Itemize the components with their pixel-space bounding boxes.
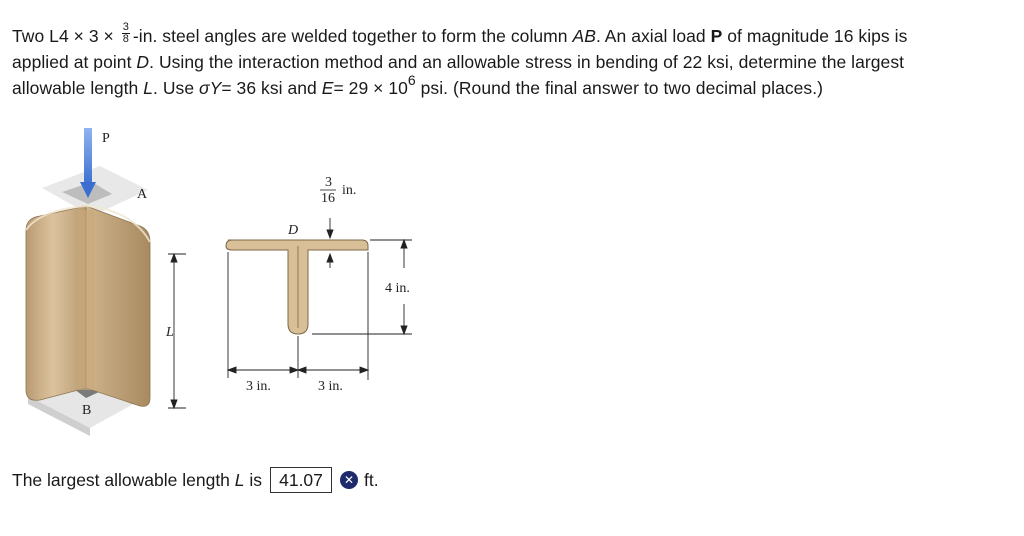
yield-stress-symbol: σY: [199, 78, 222, 98]
text-segment: . Use: [153, 78, 200, 98]
x-circle-icon: ✕: [340, 471, 358, 489]
text-segment: allowable length: [12, 78, 144, 98]
length-symbol: L: [143, 78, 154, 98]
height-dim-label: 4 in.: [385, 281, 410, 296]
modulus-symbol: E: [321, 78, 334, 98]
problem-line-3: [12, 72, 1012, 101]
text-segment: = 36 ksi and: [221, 78, 322, 98]
fraction-denominator: 8: [122, 32, 129, 45]
answer-is: is: [244, 469, 263, 490]
load-symbol: P: [710, 26, 723, 46]
text-segment: = 29 × 10: [333, 78, 408, 98]
left-width-label: 3 in.: [246, 379, 271, 394]
problem-line-1: [12, 20, 1012, 49]
text-segment: -in. steel angles are welded together to form the column: [132, 26, 573, 46]
text-segment: . Using the interaction method and an allowable stress in bending of 22 ksi, determine the largest: [149, 52, 905, 72]
label-a: A: [137, 187, 148, 202]
text-segment: Two L4 × 3 ×: [12, 26, 119, 46]
problem-line-2: [12, 49, 1012, 75]
cross-section: [226, 240, 368, 334]
column-figure: [0, 118, 460, 438]
thickness-num: 3: [325, 175, 332, 190]
right-width-label: 3 in.: [318, 379, 343, 394]
problem-statement: [12, 20, 1012, 101]
fraction-numerator: 3: [122, 20, 129, 33]
column-name: AB: [572, 26, 596, 46]
text-segment: of magnitude 16 kips is: [722, 26, 908, 46]
right-flange: [86, 206, 150, 406]
text-segment: . An axial load: [595, 26, 711, 46]
text-segment: psi. (Round the final answer to two decimal places.): [415, 78, 824, 98]
exponent: 6: [407, 72, 416, 89]
answer-row: [12, 466, 379, 494]
label-b: B: [82, 403, 92, 418]
point-name: D: [136, 52, 150, 72]
answer-input[interactable]: 41.07: [270, 467, 332, 493]
label-d: D: [288, 223, 299, 238]
thickness-den: 16: [321, 191, 335, 206]
label-p: P: [102, 131, 110, 146]
answer-prefix: The largest allowable length: [12, 469, 235, 490]
answer-unit: ft.: [364, 469, 379, 490]
top-plate: [42, 166, 148, 216]
answer-variable: L: [234, 469, 245, 490]
column-diagram: [0, 118, 460, 438]
text-segment: applied at point: [12, 52, 137, 72]
left-flange: [26, 206, 86, 400]
label-l: L: [166, 325, 174, 340]
thickness-unit: in.: [342, 183, 357, 198]
thickness-fraction: [122, 22, 130, 45]
